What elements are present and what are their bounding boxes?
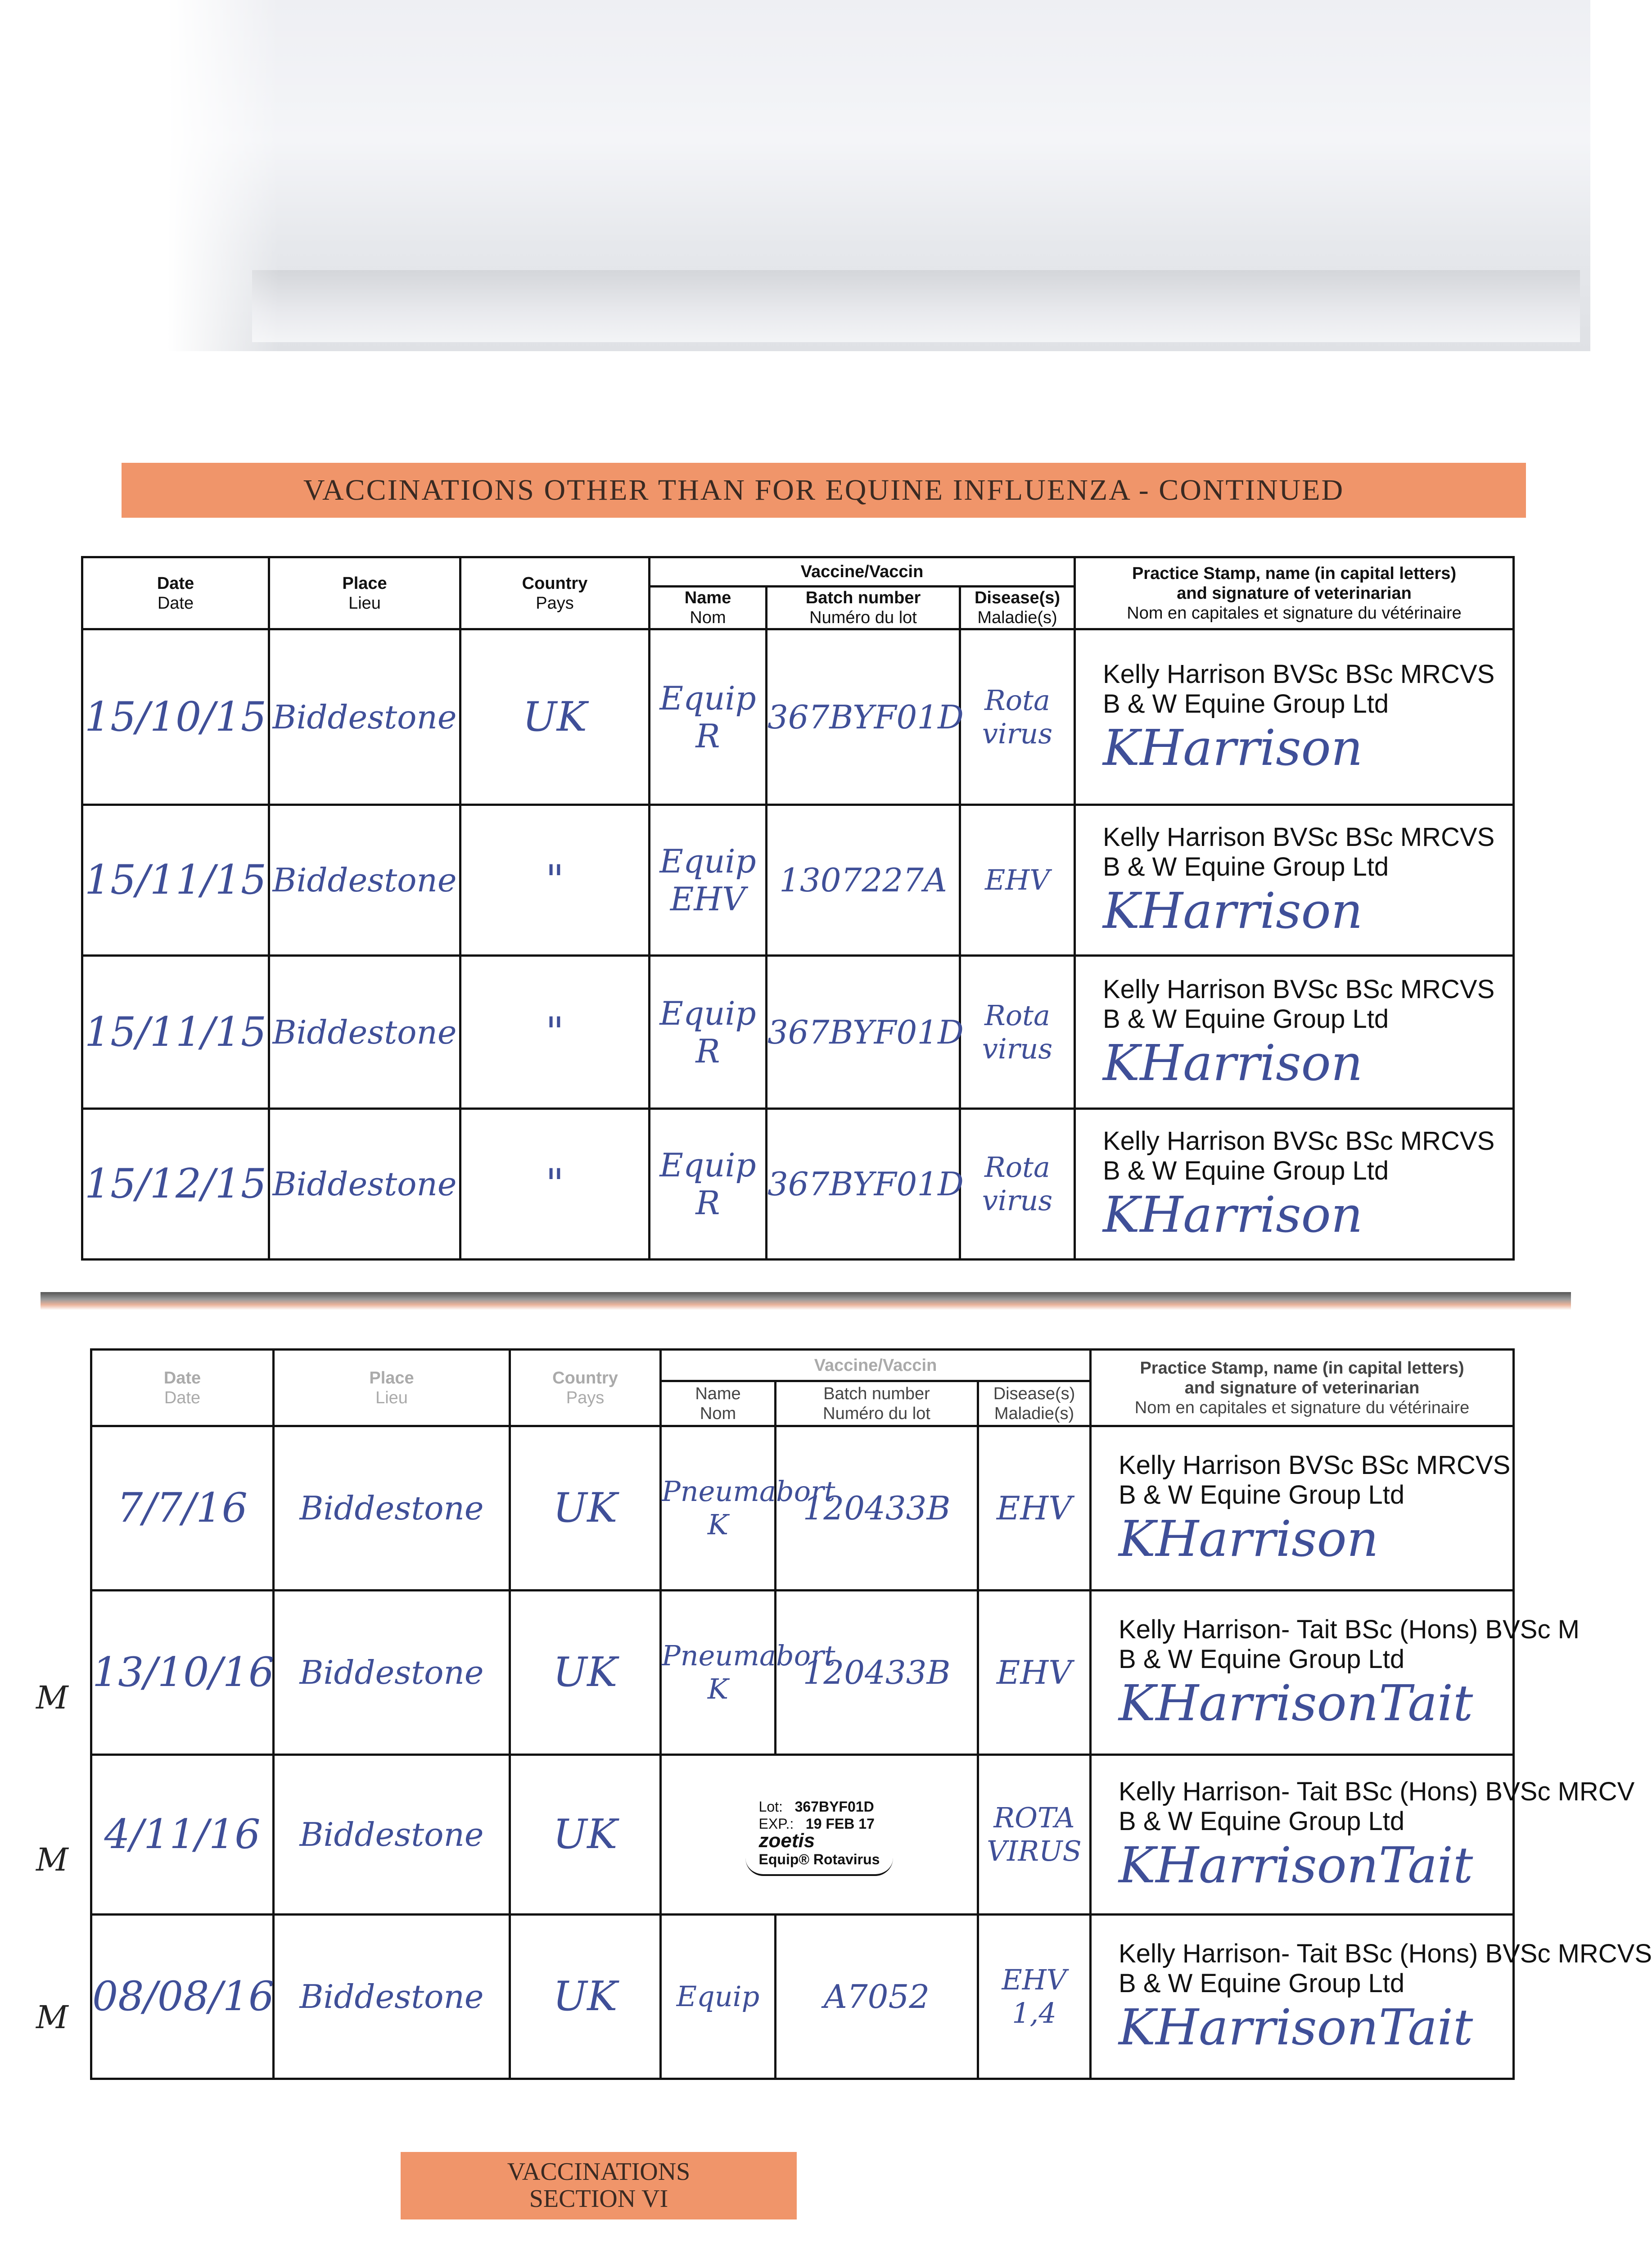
cell-batch: 120433B — [776, 1591, 978, 1755]
cell-stamp — [1091, 1426, 1514, 1591]
cell-country: UK — [510, 1915, 661, 2079]
header-place: Place Lieu — [274, 1350, 510, 1426]
cell-date: 7/7/16 — [91, 1426, 274, 1591]
cell-stamp — [1075, 805, 1514, 956]
header-country: Country Pays — [460, 557, 650, 629]
header-stamp: Practice Stamp, name (in capital letters) and signature of veterinarian Nom en capitales et signature du vétérinaire — [1075, 557, 1514, 629]
scan-edge — [0, 0, 279, 495]
cell-lot-label — [661, 1755, 978, 1915]
cell-place: Biddestone — [274, 1426, 510, 1591]
cell-name: Equip R — [650, 956, 767, 1109]
cell-name: Equip R — [650, 629, 767, 805]
vaccination-table-1 — [81, 556, 1515, 1261]
vet-signature: KHarrison — [1103, 1034, 1363, 1092]
cell-batch: 367BYF01D — [767, 629, 960, 805]
margin-mark: M — [36, 1841, 68, 1878]
cell-name: Pneumabort K — [661, 1426, 776, 1591]
cell-place: Biddestone — [269, 956, 460, 1109]
table-row — [91, 1755, 1514, 1915]
header-disease: Disease(s) Maladie(s) — [978, 1381, 1091, 1426]
header-disease: Disease(s) Maladie(s) — [960, 587, 1075, 629]
footer-line-1: VACCINATIONS — [507, 2158, 691, 2186]
stamp-group: B & W Equine Group Ltd — [1119, 1807, 1405, 1836]
cell-country: " — [460, 956, 650, 1109]
stamp-group: B & W Equine Group Ltd — [1103, 689, 1389, 719]
cell-disease: EHV — [978, 1591, 1091, 1755]
table-row — [91, 1591, 1514, 1755]
cell-country: " — [460, 805, 650, 956]
cell-stamp — [1091, 1755, 1635, 1915]
vet-signature: KHarrison — [1119, 1510, 1379, 1568]
stamp-vet-name: Kelly Harrison BVSc BSc MRCVS — [1103, 823, 1495, 852]
vet-signature: KHarrisonTait — [1119, 1674, 1473, 1732]
footer-line-2: SECTION VI — [529, 2185, 668, 2213]
cell-stamp — [1091, 1591, 1580, 1755]
cell-date: 15/11/15 — [82, 956, 269, 1109]
margin-mark: M — [36, 1999, 68, 2036]
cell-country: UK — [510, 1591, 661, 1755]
stamp-vet-name: Kelly Harrison- Tait BSc (Hons) BVSc M — [1119, 1615, 1580, 1644]
table-row — [82, 805, 1514, 956]
cell-batch: 367BYF01D — [767, 956, 960, 1109]
cell-country: UK — [510, 1426, 661, 1591]
page-divider — [41, 1292, 1571, 1310]
zoetis-lot-label: Lot: 367BYF01D EXP.: 19 FEB 17 zoetis Equip® Rotavirus — [745, 1794, 894, 1876]
cell-batch: 1307227A — [767, 805, 960, 956]
vet-signature: KHarrisonTait — [1119, 1998, 1473, 2056]
cell-place: Biddestone — [274, 1915, 510, 2079]
stamp-vet-name: Kelly Harrison- Tait BSc (Hons) BVSc MRCVS — [1119, 1939, 1652, 1968]
table-row — [91, 1915, 1514, 2079]
header-country: Country Pays — [510, 1350, 661, 1426]
cell-date: 15/11/15 — [82, 805, 269, 956]
header-date: Date Date — [91, 1350, 274, 1426]
header-vaccine: Vaccine/Vaccin — [661, 1350, 1091, 1381]
cell-disease: Rota virus — [960, 629, 1075, 805]
cell-date: 13/10/16 — [91, 1591, 274, 1755]
cell-name: Equip — [661, 1915, 776, 2079]
table-row — [91, 1426, 1514, 1591]
cell-date: 08/08/16 — [91, 1915, 274, 2079]
header-batch: Batch number Numéro du lot — [776, 1381, 978, 1426]
cell-place: Biddestone — [274, 1591, 510, 1755]
table-row — [82, 629, 1514, 805]
stamp-group: B & W Equine Group Ltd — [1119, 1645, 1405, 1674]
stamp-group: B & W Equine Group Ltd — [1103, 1156, 1389, 1185]
stamp-group: B & W Equine Group Ltd — [1103, 852, 1389, 881]
vet-signature: KHarrison — [1103, 1186, 1363, 1243]
header-name: Name Nom — [661, 1381, 776, 1426]
stamp-vet-name: Kelly Harrison- Tait BSc (Hons) BVSc MRCV — [1119, 1777, 1635, 1806]
header-date: Date Date — [82, 557, 269, 629]
cell-stamp — [1075, 956, 1514, 1109]
header-batch: Batch number Numéro du lot — [767, 587, 960, 629]
stamp-vet-name: Kelly Harrison BVSc BSc MRCVS — [1103, 974, 1495, 1004]
cell-disease: ROTA VIRUS — [978, 1755, 1091, 1915]
cell-date: 4/11/16 — [91, 1755, 274, 1915]
cell-name: Equip R — [650, 1109, 767, 1260]
banner-title: VACCINATIONS OTHER THAN FOR EQUINE INFLUENZA - CONTINUED — [303, 474, 1345, 506]
stamp-vet-name: Kelly Harrison BVSc BSc MRCVS — [1119, 1451, 1511, 1480]
cell-country: UK — [510, 1755, 661, 1915]
footer-banner — [401, 2152, 797, 2219]
vet-signature: KHarrisonTait — [1119, 1836, 1473, 1894]
table-row — [82, 956, 1514, 1109]
cell-disease: Rota virus — [960, 1109, 1075, 1260]
cell-country: " — [460, 1109, 650, 1260]
cell-date: 15/10/15 — [82, 629, 269, 805]
cell-stamp — [1075, 1109, 1514, 1260]
table-row — [82, 1109, 1514, 1260]
stamp-group: B & W Equine Group Ltd — [1119, 1969, 1405, 1998]
cell-name: Equip EHV — [650, 805, 767, 956]
stamp-group: B & W Equine Group Ltd — [1103, 1004, 1389, 1034]
cell-place: Biddestone — [269, 629, 460, 805]
header-place: Place Lieu — [269, 557, 460, 629]
page-fold — [252, 270, 1580, 342]
stamp-vet-name: Kelly Harrison BVSc BSc MRCVS — [1103, 659, 1495, 689]
vaccination-table-2 — [90, 1348, 1652, 2080]
vet-signature: KHarrison — [1103, 719, 1363, 777]
cell-batch: 120433B — [776, 1426, 978, 1591]
cell-stamp — [1075, 629, 1514, 805]
cell-batch: 367BYF01D — [767, 1109, 960, 1260]
vet-signature: KHarrison — [1103, 882, 1363, 940]
cell-disease: EHV — [960, 805, 1075, 956]
cell-disease: Rota virus — [960, 956, 1075, 1109]
header-stamp: Practice Stamp, name (in capital letters) and signature of veterinarian Nom en capitales et signature du vétérinaire — [1091, 1350, 1514, 1426]
section-banner — [122, 463, 1526, 518]
cell-country: UK — [460, 629, 650, 805]
cell-date: 15/12/15 — [82, 1109, 269, 1260]
margin-mark: M — [36, 1679, 68, 1716]
cell-stamp — [1091, 1915, 1652, 2079]
stamp-group: B & W Equine Group Ltd — [1119, 1480, 1405, 1510]
cell-place: Biddestone — [269, 1109, 460, 1260]
header-name: Name Nom — [650, 587, 767, 629]
header-vaccine: Vaccine/Vaccin — [650, 557, 1075, 587]
zoetis-logo: zoetis — [758, 1829, 815, 1852]
cell-batch: A7052 — [776, 1915, 978, 2079]
cell-place: Biddestone — [274, 1755, 510, 1915]
cell-disease: EHV — [978, 1426, 1091, 1591]
stamp-vet-name: Kelly Harrison BVSc BSc MRCVS — [1103, 1126, 1495, 1156]
cell-place: Biddestone — [269, 805, 460, 956]
cell-disease: EHV 1,4 — [978, 1915, 1091, 2079]
cell-name: Pneumabort K — [661, 1591, 776, 1755]
